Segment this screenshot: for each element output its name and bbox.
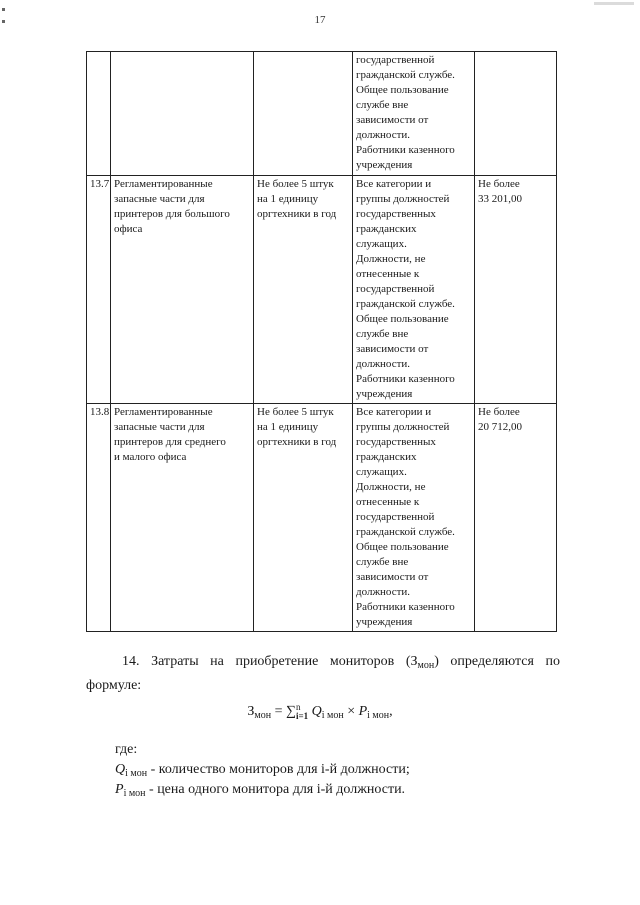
definition-p — [115, 780, 555, 804]
sum-lower-limit: i=1 — [295, 711, 309, 721]
definition-symbol: P — [115, 782, 124, 797]
formula-p: P — [358, 704, 368, 720]
table-row — [87, 52, 557, 176]
monitor-cost-formula — [0, 703, 640, 721]
scan-left-mark — [2, 8, 5, 11]
cost-symbol: З — [410, 654, 418, 669]
row-number: 13.8 — [87, 404, 111, 632]
page-number: 17 — [314, 14, 326, 26]
item-quantity — [254, 52, 353, 176]
formula-times: × — [343, 704, 359, 720]
formula-lhs-subscript: мон — [254, 710, 272, 722]
position-category: государственной гражданской службе. Общее пользование службе вне зависимости от должности. Работники казенного учреждения — [353, 52, 475, 176]
paragraph-prefix: 14. Затраты на приобретение мониторов ( — [122, 654, 411, 669]
item-quantity: Не более 5 штук на 1 единицу оргтехники в год — [254, 404, 353, 632]
scan-corner-mark — [594, 2, 634, 5]
row-number: 13.7 — [87, 176, 111, 404]
cost-symbol-subscript: мон — [417, 660, 435, 671]
table-row — [87, 404, 557, 632]
item-price: Не более 20 712,00 — [475, 404, 557, 632]
costs-table — [86, 51, 557, 632]
paragraph-suffix: ) определяются по формуле: — [86, 654, 561, 693]
item-price: Не более 33 201,00 — [475, 176, 557, 404]
item-name: Регламентированные запасные части для принтеров для среднего и малого офиса — [111, 404, 254, 632]
paragraph-14 — [86, 652, 560, 696]
definition-text: - цена одного монитора для i-й должности. — [145, 782, 406, 797]
formula-q: Q — [311, 704, 322, 720]
position-category: Все категории и группы должностей государственных гражданских служащих. Должности, не отнесенные к государственной гражданской службе. Общее пользование службе вне зависимости от должности. Работники казенного учреждения — [353, 176, 475, 404]
sum-upper-limit: n — [295, 702, 301, 712]
table-row — [87, 176, 557, 404]
formula-equals: = — [271, 704, 286, 720]
item-name — [111, 52, 254, 176]
definition-symbol: Q — [115, 762, 126, 777]
position-category: Все категории и группы должностей государственных гражданских служащих. Должности, не отнесенные к государственной гражданской службе. Общее пользование службе вне зависимости от должности. Работники казенного учреждения — [353, 404, 475, 632]
item-name: Регламентированные запасные части для принтеров для большого офиса — [111, 176, 254, 404]
definition-subscript: i мон — [123, 788, 146, 799]
definition-subscript: i мон — [125, 768, 148, 779]
sum-symbol: ∑ — [285, 704, 296, 720]
definition-text: - количество мониторов для i-й должности; — [147, 762, 410, 777]
formula-lhs: З — [247, 704, 255, 720]
item-quantity: Не более 5 штук на 1 единицу оргтехники в год — [254, 176, 353, 404]
formula-p-subscript: i мон — [367, 710, 390, 722]
where-label: где: — [115, 742, 138, 757]
item-price — [475, 52, 557, 176]
formula-q-subscript: i мон — [321, 710, 344, 722]
row-number — [87, 52, 111, 176]
formula-tail: , — [389, 704, 393, 720]
